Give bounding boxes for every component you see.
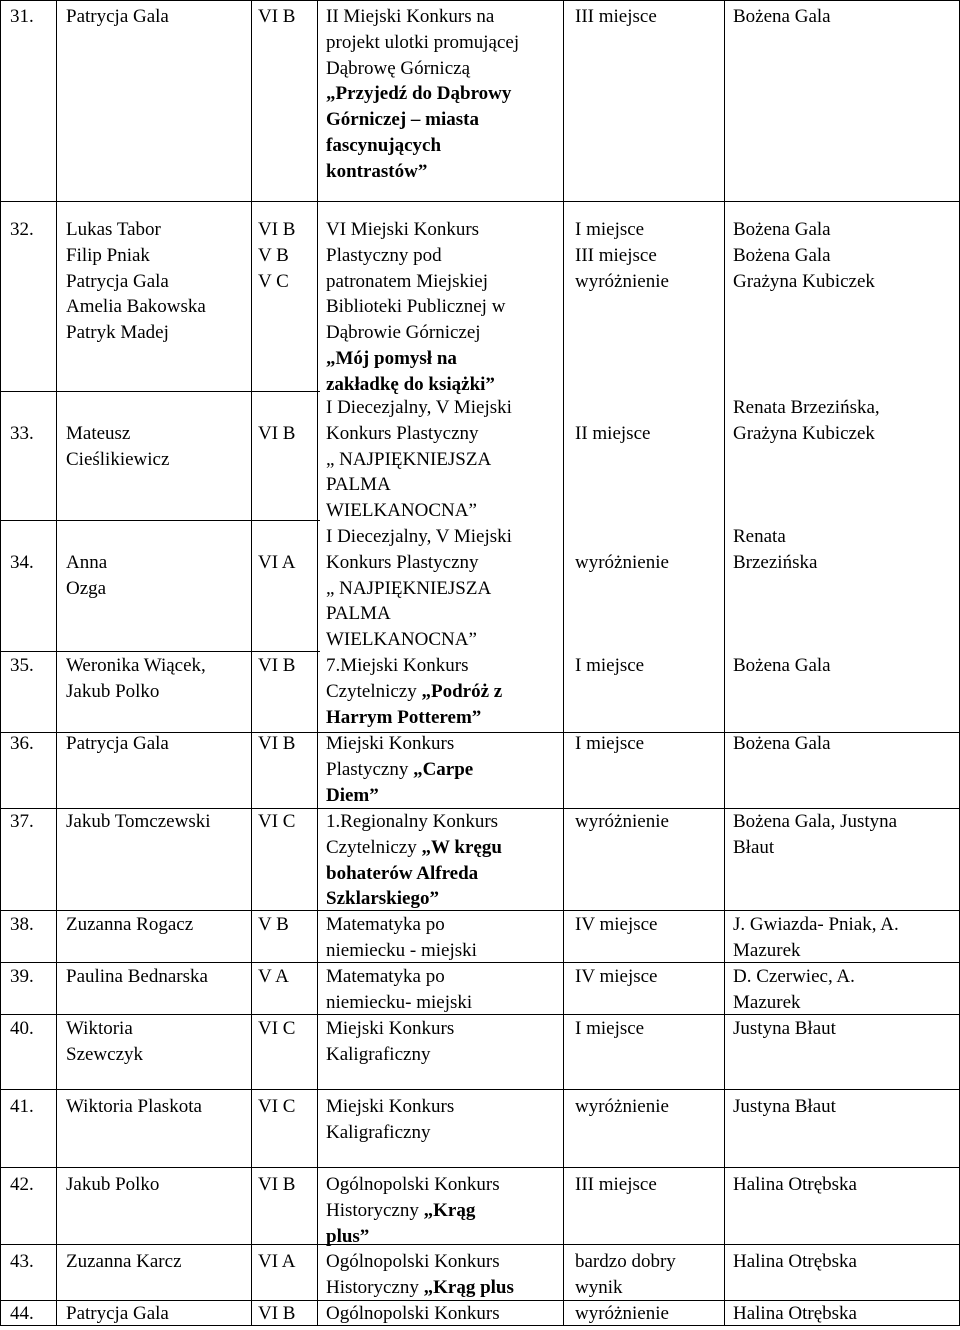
entry-number [10,217,34,243]
result-text: wyróżnienie [575,1303,669,1324]
teacher-name: D. Czerwiec, A. [733,966,855,987]
contest-line [326,886,502,912]
result [575,1016,644,1042]
contest-text: Kaligraficzny [326,1121,431,1143]
contest-title: „Krąg plus [423,1276,514,1298]
contest-line [326,1094,454,1120]
entry-number-text: 42. [10,1174,34,1195]
class-label [258,1094,295,1120]
column-divider [563,0,564,1326]
contest-title: Górniczej – miasta [326,109,480,131]
contest-line [326,320,505,346]
column-divider [724,0,725,1326]
student-names [66,1094,202,1120]
class-name: VI B [258,1174,296,1195]
student-name: Jakub Tomczewski [66,811,211,832]
contest-text: Miejski Konkurs [326,1018,455,1039]
class-name: VI A [258,1251,296,1272]
student-names [66,1249,182,1275]
result-text: wyróżnienie [575,270,669,292]
contest-text: niemiecku- miejski [326,991,473,1013]
contest-line [326,1172,500,1198]
entry-number [10,1094,34,1120]
contest-line [326,30,519,56]
student-name: Paulina Bednarska [66,966,208,987]
teacher-name: Halina Otrębska [733,1251,857,1272]
contest-text: Dąbrowie Górniczej [326,322,481,344]
teacher-name: Renata [733,526,786,547]
column-divider [317,0,318,1326]
contest-line [326,217,505,243]
row-divider [0,201,960,202]
teacher-name: Bożena Gala, Justyna [733,811,898,832]
contest-line [326,133,519,159]
result-text: III miejsce [575,244,657,266]
column-divider [0,0,1,1326]
entry-number [10,1172,34,1198]
contest-line [326,1016,454,1042]
teacher-name: Bożena Gala [733,733,831,754]
entry-number [10,421,34,447]
teacher-name: Grażyna Kubiczek [733,422,875,444]
contest-text: „ NAJPIĘKNIEJSZA [326,577,492,599]
contest-title: „Przyjedź do Dąbrowy [326,83,512,105]
entry-number [10,731,34,757]
contest-line [326,705,502,731]
row-divider [0,0,960,1]
contest-text: „ NAJPIĘKNIEJSZA [326,448,492,470]
contest-title: „W kręgu [421,836,502,858]
student-name: Wiktoria [66,1018,133,1039]
contest-line [326,81,519,107]
entry-number-text: 36. [10,733,34,754]
contest-line [326,447,512,473]
class-name: VI B [258,219,296,240]
contest-line [326,679,502,705]
teacher-name: Bożena Gala [733,244,831,266]
contest-text: Matematyka po [326,914,445,935]
student-names [66,550,107,602]
entry-number [10,1016,34,1042]
contest-title: zakładkę do książki” [326,373,495,395]
class-name: V C [258,270,289,292]
contest-text: Historyczny [326,1199,424,1221]
class-label [258,217,295,294]
contest-text: Konkurs Plastyczny [326,422,479,444]
entry-number-text: 40. [10,1018,34,1039]
class-name: VI C [258,811,296,832]
teacher [733,809,897,861]
teacher-name: Błaut [733,836,775,858]
result [575,731,644,757]
contest-line [326,1224,500,1250]
teacher [733,1301,857,1327]
result-text: wynik [575,1276,623,1298]
contest-description [326,1172,500,1249]
column-divider [251,0,252,1326]
teacher [733,964,855,1016]
contest-line [326,783,473,809]
student-names [66,731,169,757]
student-name: Ozga [66,577,107,599]
contest-line [326,576,512,602]
class-name: VI B [258,423,296,444]
contest-text: Kaligraficzny [326,1043,431,1065]
result [575,217,669,294]
student-names [66,1172,159,1198]
result-text: bardzo dobry [575,1251,676,1272]
entry-number-text: 31. [10,6,34,27]
contest-line [326,294,505,320]
contest-text: Czytelniczy [326,680,422,702]
contest-line [326,1120,454,1146]
contest-text: Ogólnopolski Konkurs [326,1303,500,1324]
contest-text: WIELKANOCNA” [326,629,477,651]
contest-line [326,372,505,398]
entry-number [10,550,34,576]
class-name: V B [258,914,289,935]
teacher [733,217,875,294]
result [575,550,669,576]
student-name: Lukas Tabor [66,219,161,240]
contest-line [326,964,472,990]
student-name: Mateusz [66,423,131,444]
contest-line [326,421,512,447]
class-name: V B [258,244,289,266]
contest-text: II Miejski Konkurs na [326,6,495,27]
result-text: III miejsce [575,6,657,27]
class-label [258,809,295,835]
teacher-name: Bożena Gala [733,655,831,676]
contest-line [326,346,505,372]
row-divider [0,391,320,392]
entry-number-text: 33. [10,423,34,444]
result-text: III miejsce [575,1174,657,1195]
student-names [66,912,193,938]
teacher [733,731,831,757]
class-label [258,1016,295,1042]
row-divider [0,1089,960,1090]
contest-line [326,990,472,1016]
contest-text: VI Miejski Konkurs [326,219,480,240]
contest-text: Matematyka po [326,966,445,987]
entry-number-text: 38. [10,914,34,935]
student-names [66,964,208,990]
contest-line [326,912,477,938]
contest-description [326,731,473,808]
contest-text: niemiecku - miejski [326,939,477,961]
teacher-name: Justyna Błaut [733,1018,836,1039]
contest-line [326,1249,514,1275]
student-name: Zuzanna Rogacz [66,914,194,935]
contest-title: Harrym Potterem” [326,706,482,728]
teacher [733,1016,836,1042]
entry-number-text: 44. [10,1303,34,1324]
teacher-name: Bożena Gala [733,219,831,240]
student-name: Szewczyk [66,1043,144,1065]
contest-line [326,56,519,82]
contest-line [326,550,512,576]
teacher-name: Halina Otrębska [733,1303,857,1324]
contest-text: Miejski Konkurs [326,1096,455,1117]
contest-text: Plastyczny [326,758,414,780]
entry-number-text: 43. [10,1251,34,1272]
class-name: VI B [258,655,296,676]
student-name: Patrycja Gala [66,733,169,754]
student-name: Zuzanna Karcz [66,1251,182,1272]
entry-number [10,809,34,835]
contest-text: PALMA [326,474,391,496]
class-label [258,653,295,679]
contest-title: „Mój pomysł na [326,347,457,369]
student-name: Filip Pniak [66,244,150,266]
student-name: Wiktoria Plaskota [66,1096,202,1117]
class-name: VI A [258,552,296,573]
teacher [733,4,831,30]
teacher-name: Mazurek [733,991,801,1013]
contest-title: „Carpe [413,758,474,780]
teacher-name: Mazurek [733,939,801,961]
student-name: Patrycja Gala [66,6,169,27]
contest-description [326,1016,454,1068]
result-text: I miejsce [575,1018,645,1039]
contest-text: PALMA [326,603,391,625]
result-text: wyróżnienie [575,811,669,832]
class-name: VI B [258,6,296,27]
student-name: Jakub Polko [66,680,160,702]
result-text: I miejsce [575,733,645,754]
result-text: II miejsce [575,423,651,444]
contest-text: Czytelniczy [326,836,422,858]
contest-title: „Krąg [423,1199,476,1221]
class-name: VI C [258,1096,296,1117]
contest-line [326,4,519,30]
student-name: Amelia Bakowska [66,296,206,318]
contest-line [326,524,512,550]
result-text: wyróżnienie [575,1096,669,1117]
teacher [733,912,899,964]
contest-title: Diem” [326,784,379,806]
contest-line [326,1275,514,1301]
result [575,1172,657,1198]
student-names [66,809,211,835]
contest-text: patronatem Miejskiej [326,270,488,292]
contest-description [326,524,512,653]
contest-description [326,809,502,912]
teacher-name: Justyna Błaut [733,1096,836,1117]
teacher [733,1249,857,1275]
entry-number [10,912,34,938]
contest-line [326,861,502,887]
contest-text: Biblioteki Publicznej w [326,296,506,318]
contest-line [326,1198,500,1224]
student-names [66,1301,169,1327]
contest-line [326,159,519,185]
contest-line [326,731,473,757]
result [575,1301,669,1327]
class-label [258,4,295,30]
contest-text: I Diecezjalny, V Miejski [326,526,512,547]
result [575,4,657,30]
teacher-name: Renata Brzezińska, [733,397,880,418]
student-name: Jakub Polko [66,1174,160,1195]
student-names [66,653,206,705]
entry-number [10,653,34,679]
contest-line [326,601,512,627]
contest-line [326,627,512,653]
teacher-name: Grażyna Kubiczek [733,270,875,292]
entry-number [10,964,34,990]
student-name: Cieślikiewicz [66,448,170,470]
entry-number-text: 41. [10,1096,34,1117]
class-label [258,550,295,576]
result [575,809,669,835]
result-text: wyróżnienie [575,552,669,573]
student-names [66,217,206,346]
teacher [733,524,817,576]
student-name: Patrycja Gala [66,270,169,292]
contest-description [326,4,519,185]
teacher [733,395,880,447]
contest-line [326,243,505,269]
contest-line [326,107,519,133]
contest-line [326,653,502,679]
teacher-name: Halina Otrębska [733,1174,857,1195]
contest-text: projekt ulotki promującej [326,31,520,53]
class-name: VI B [258,733,296,754]
contest-text: Ogólnopolski Konkurs [326,1251,500,1272]
class-label [258,1301,295,1327]
contest-text: Konkurs Plastyczny [326,551,479,573]
result-text: IV miejsce [575,914,658,935]
result [575,1094,669,1120]
result-text: I miejsce [575,655,645,676]
class-name: VI C [258,1018,296,1039]
student-names [66,1016,143,1068]
entry-number-text: 37. [10,811,34,832]
contest-text: Plastyczny pod [326,244,442,266]
contest-line [326,395,512,421]
contest-line [326,938,477,964]
result [575,653,644,679]
contest-description [326,653,502,730]
contest-title: Szklarskiego” [326,888,439,910]
teacher-name: Bożena Gala [733,6,831,27]
contest-text: Miejski Konkurs [326,733,455,754]
teacher-name: J. Gwiazda- Pniak, A. [733,914,899,935]
class-label [258,1172,295,1198]
contest-text: Historyczny [326,1276,424,1298]
contest-text: Dąbrowę Górniczą [326,57,471,79]
contest-title: bohaterów Alfreda [326,862,479,884]
class-name: VI B [258,1303,296,1324]
student-name: Anna [66,552,108,573]
class-label [258,421,295,447]
contest-line [326,269,505,295]
contest-text: I Diecezjalny, V Miejski [326,397,512,418]
entry-number [10,1249,34,1275]
student-name: Patryk Madej [66,322,169,344]
row-divider [0,1167,960,1168]
contest-description [326,1301,500,1327]
class-label [258,1249,295,1275]
result [575,1249,676,1301]
teacher [733,653,831,679]
contest-line [326,1301,500,1327]
contest-description [326,1249,514,1301]
result [575,964,658,990]
class-name: V A [258,966,289,987]
entry-number [10,1301,34,1327]
contest-line [326,835,502,861]
contest-text: 1.Regionalny Konkurs [326,811,499,832]
contest-description [326,912,477,964]
result [575,421,650,447]
contest-description [326,964,472,1016]
contest-title: „Podróż z [421,680,503,702]
entry-number-text: 32. [10,219,34,240]
teacher-name: Brzezińska [733,551,818,573]
student-name: Patrycja Gala [66,1303,169,1324]
contest-text: Ogólnopolski Konkurs [326,1174,500,1195]
column-divider [56,0,57,1326]
contest-description [326,217,505,398]
entry-number-text: 35. [10,655,34,676]
contest-line [326,498,512,524]
result-text: I miejsce [575,219,645,240]
student-names [66,421,169,473]
class-label [258,731,295,757]
contest-line [326,809,502,835]
class-label [258,912,289,938]
contest-title: fascynujących [326,134,442,156]
row-divider [0,651,320,652]
contest-description [326,395,512,524]
entry-number-text: 34. [10,552,34,573]
entry-number [10,4,34,30]
class-label [258,964,289,990]
teacher [733,1172,857,1198]
student-name: Weronika Wiącek, [66,655,206,676]
teacher [733,1094,836,1120]
contest-text: 7.Miejski Konkurs [326,655,469,676]
entry-number-text: 39. [10,966,34,987]
row-divider [0,520,320,521]
contest-line [326,757,473,783]
contest-title: kontrastów” [326,160,428,182]
contest-line [326,1042,454,1068]
contest-line [326,472,512,498]
contest-title: plus” [326,1225,370,1247]
result-text: IV miejsce [575,966,658,987]
contest-description [326,1094,454,1146]
contest-text: WIELKANOCNA” [326,500,477,522]
student-names [66,4,169,30]
result [575,912,658,938]
